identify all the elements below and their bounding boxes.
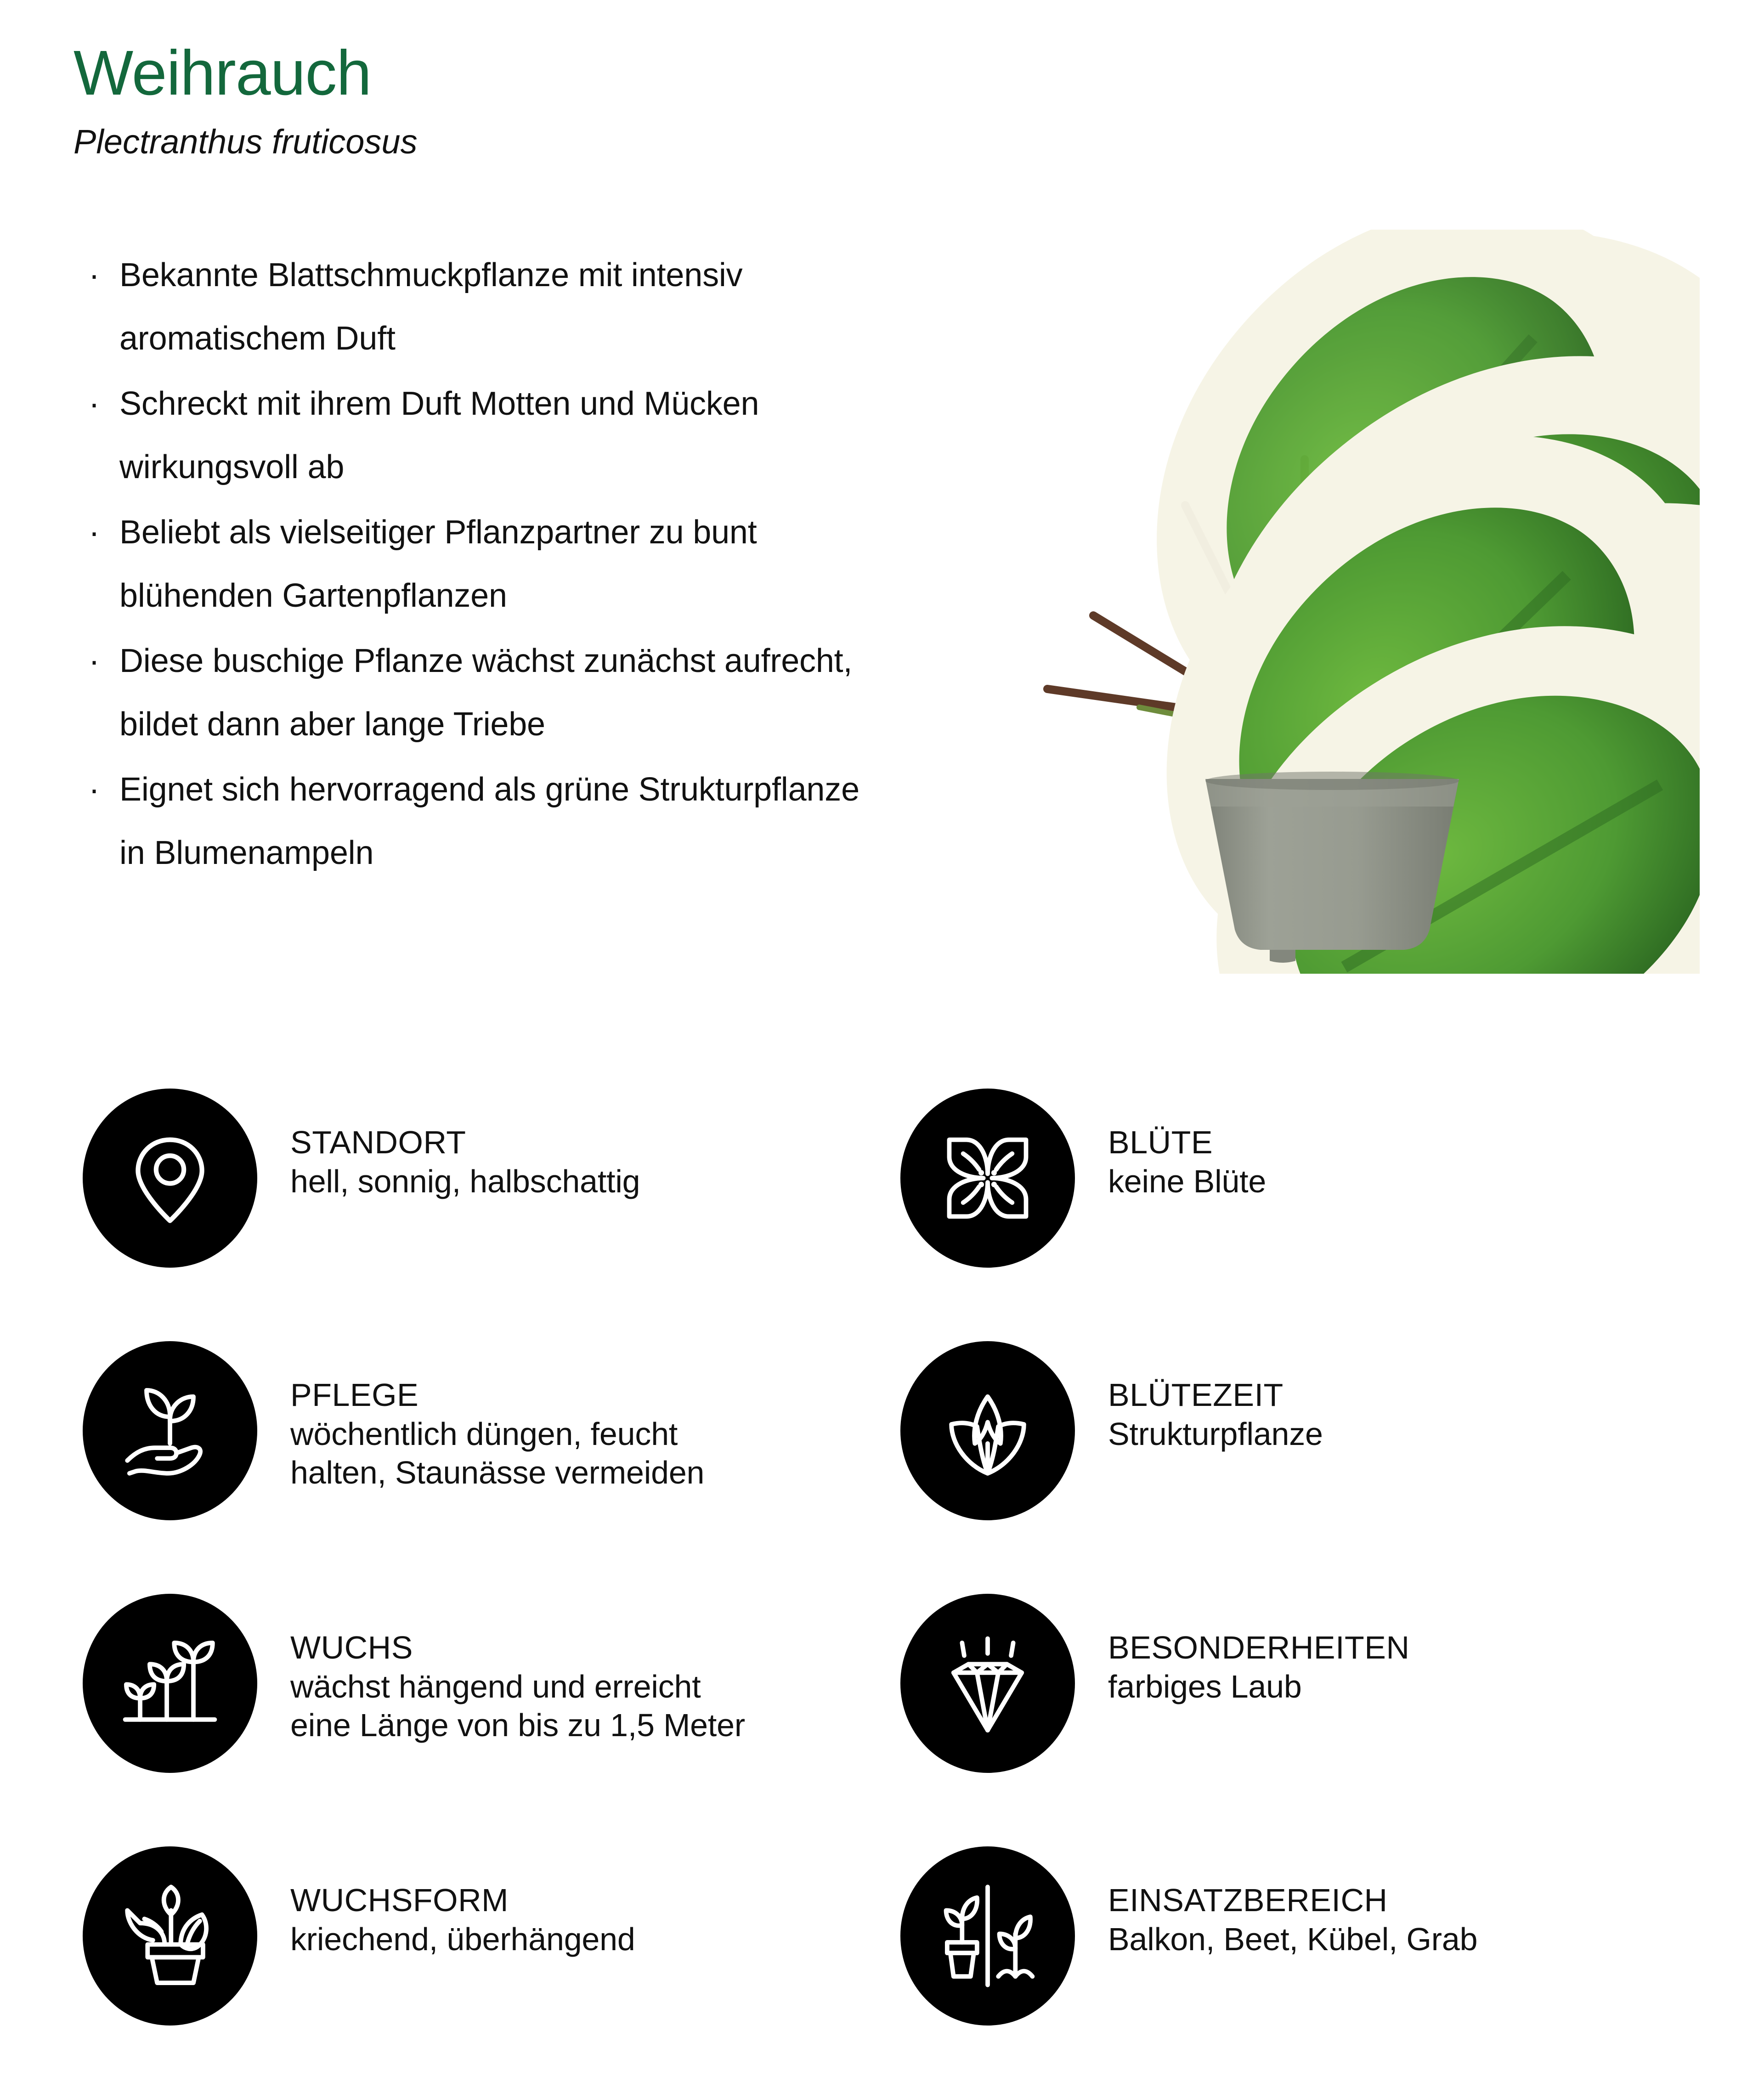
- attribute-wuchs: [0, 1594, 887, 1846]
- list-item-text: Schreckt mit ihrem Duft Motten und Mücken wirkungsvoll ab: [119, 385, 759, 485]
- bullet-icon: ·: [89, 643, 100, 679]
- attribute-value: [290, 1415, 704, 1492]
- header: [74, 38, 946, 161]
- list-item: [69, 243, 891, 370]
- attribute-einsatzbereich: [887, 1846, 1764, 2099]
- attribute-title: WUCHS: [290, 1630, 413, 1665]
- attribute-value: [290, 1920, 635, 1958]
- attribute-pflege: [0, 1341, 887, 1594]
- bullet-icon: ·: [89, 514, 100, 551]
- attribute-title: PFLEGE: [290, 1377, 419, 1413]
- attribute-value: [1108, 1667, 1410, 1706]
- list-item: [69, 758, 891, 885]
- attribute-value-line: Strukturpflanze: [1108, 1416, 1323, 1452]
- attribute-value-line: Balkon, Beet, Kübel, Grab: [1108, 1921, 1478, 1957]
- list-item-text: Beliebt als vielseitiger Pflanzpartner zu bunt blühenden Gartenpflanzen: [119, 514, 757, 614]
- attribute-row: [0, 1846, 1764, 2099]
- attribute-title: BLÜTE: [1108, 1124, 1213, 1160]
- latin-name: Plectranthus fruticosus: [74, 123, 418, 161]
- tulip-bud-icon: [900, 1341, 1075, 1520]
- page-title: Weihrauch: [74, 38, 372, 108]
- feature-list: [69, 243, 891, 886]
- attribute-row: [0, 1341, 1764, 1594]
- pot-and-bed-icon: [900, 1846, 1075, 2026]
- list-item: [69, 372, 891, 499]
- attribute-value: [290, 1162, 640, 1201]
- attribute-title: WUCHSFORM: [290, 1882, 509, 1918]
- list-item-text: Bekannte Blattschmuckpflanze mit intensiv aromatischem Duft: [119, 257, 743, 357]
- list-item-text: Eignet sich hervorragend als grüne Strukturpflanze in Blumenampeln: [119, 771, 859, 871]
- attribute-value-line: hell, sonnig, halbschattig: [290, 1163, 640, 1199]
- attribute-row: [0, 1594, 1764, 1846]
- attribute-value-line: eine Länge von bis zu 1,5 Meter: [290, 1707, 746, 1743]
- attribute-bluete: [887, 1089, 1764, 1341]
- attribute-title: EINSATZBEREICH: [1108, 1882, 1388, 1918]
- attribute-value-line: kriechend, überhängend: [290, 1921, 635, 1957]
- attribute-value: [1108, 1920, 1477, 1958]
- plant-photo: [910, 230, 1700, 974]
- list-item: [69, 501, 891, 627]
- bullet-icon: ·: [89, 257, 100, 293]
- attribute-value: [290, 1667, 745, 1744]
- list-item-text: Diese buschige Pflanze wächst zunächst aufrecht, bildet dann aber lange Triebe: [119, 643, 853, 743]
- attribute-value-line: farbiges Laub: [1108, 1669, 1302, 1704]
- attribute-title: BESONDERHEITEN: [1108, 1630, 1410, 1665]
- attribute-value-line: keine Blüte: [1108, 1163, 1266, 1199]
- attribute-title: STANDORT: [290, 1124, 466, 1160]
- attribute-value-line: halten, Staunässe vermeiden: [290, 1455, 705, 1490]
- bullet-icon: ·: [89, 771, 100, 808]
- map-pin-icon: [83, 1089, 257, 1268]
- hand-with-seedling-icon: [83, 1341, 257, 1520]
- potted-plant-icon: [83, 1846, 257, 2026]
- attribute-row: [0, 1089, 1764, 1341]
- attribute-value-line: wöchentlich düngen, feucht: [290, 1416, 678, 1452]
- attribute-value-line: wächst hängend und erreicht: [290, 1669, 701, 1704]
- attribute-grid: [0, 1089, 1764, 2099]
- growing-plants-icon: [83, 1594, 257, 1773]
- flower-icon: [900, 1089, 1075, 1268]
- bullet-icon: ·: [89, 385, 100, 422]
- attribute-standort: [0, 1089, 887, 1341]
- list-item: [69, 629, 891, 756]
- attribute-besonderheiten: [887, 1594, 1764, 1846]
- attribute-value: [1108, 1162, 1266, 1201]
- attribute-bluetezeit: [887, 1341, 1764, 1594]
- attribute-value: [1108, 1415, 1323, 1453]
- attribute-title: BLÜTEZEIT: [1108, 1377, 1283, 1413]
- diamond-icon: [900, 1594, 1075, 1773]
- attribute-wuchsform: [0, 1846, 887, 2099]
